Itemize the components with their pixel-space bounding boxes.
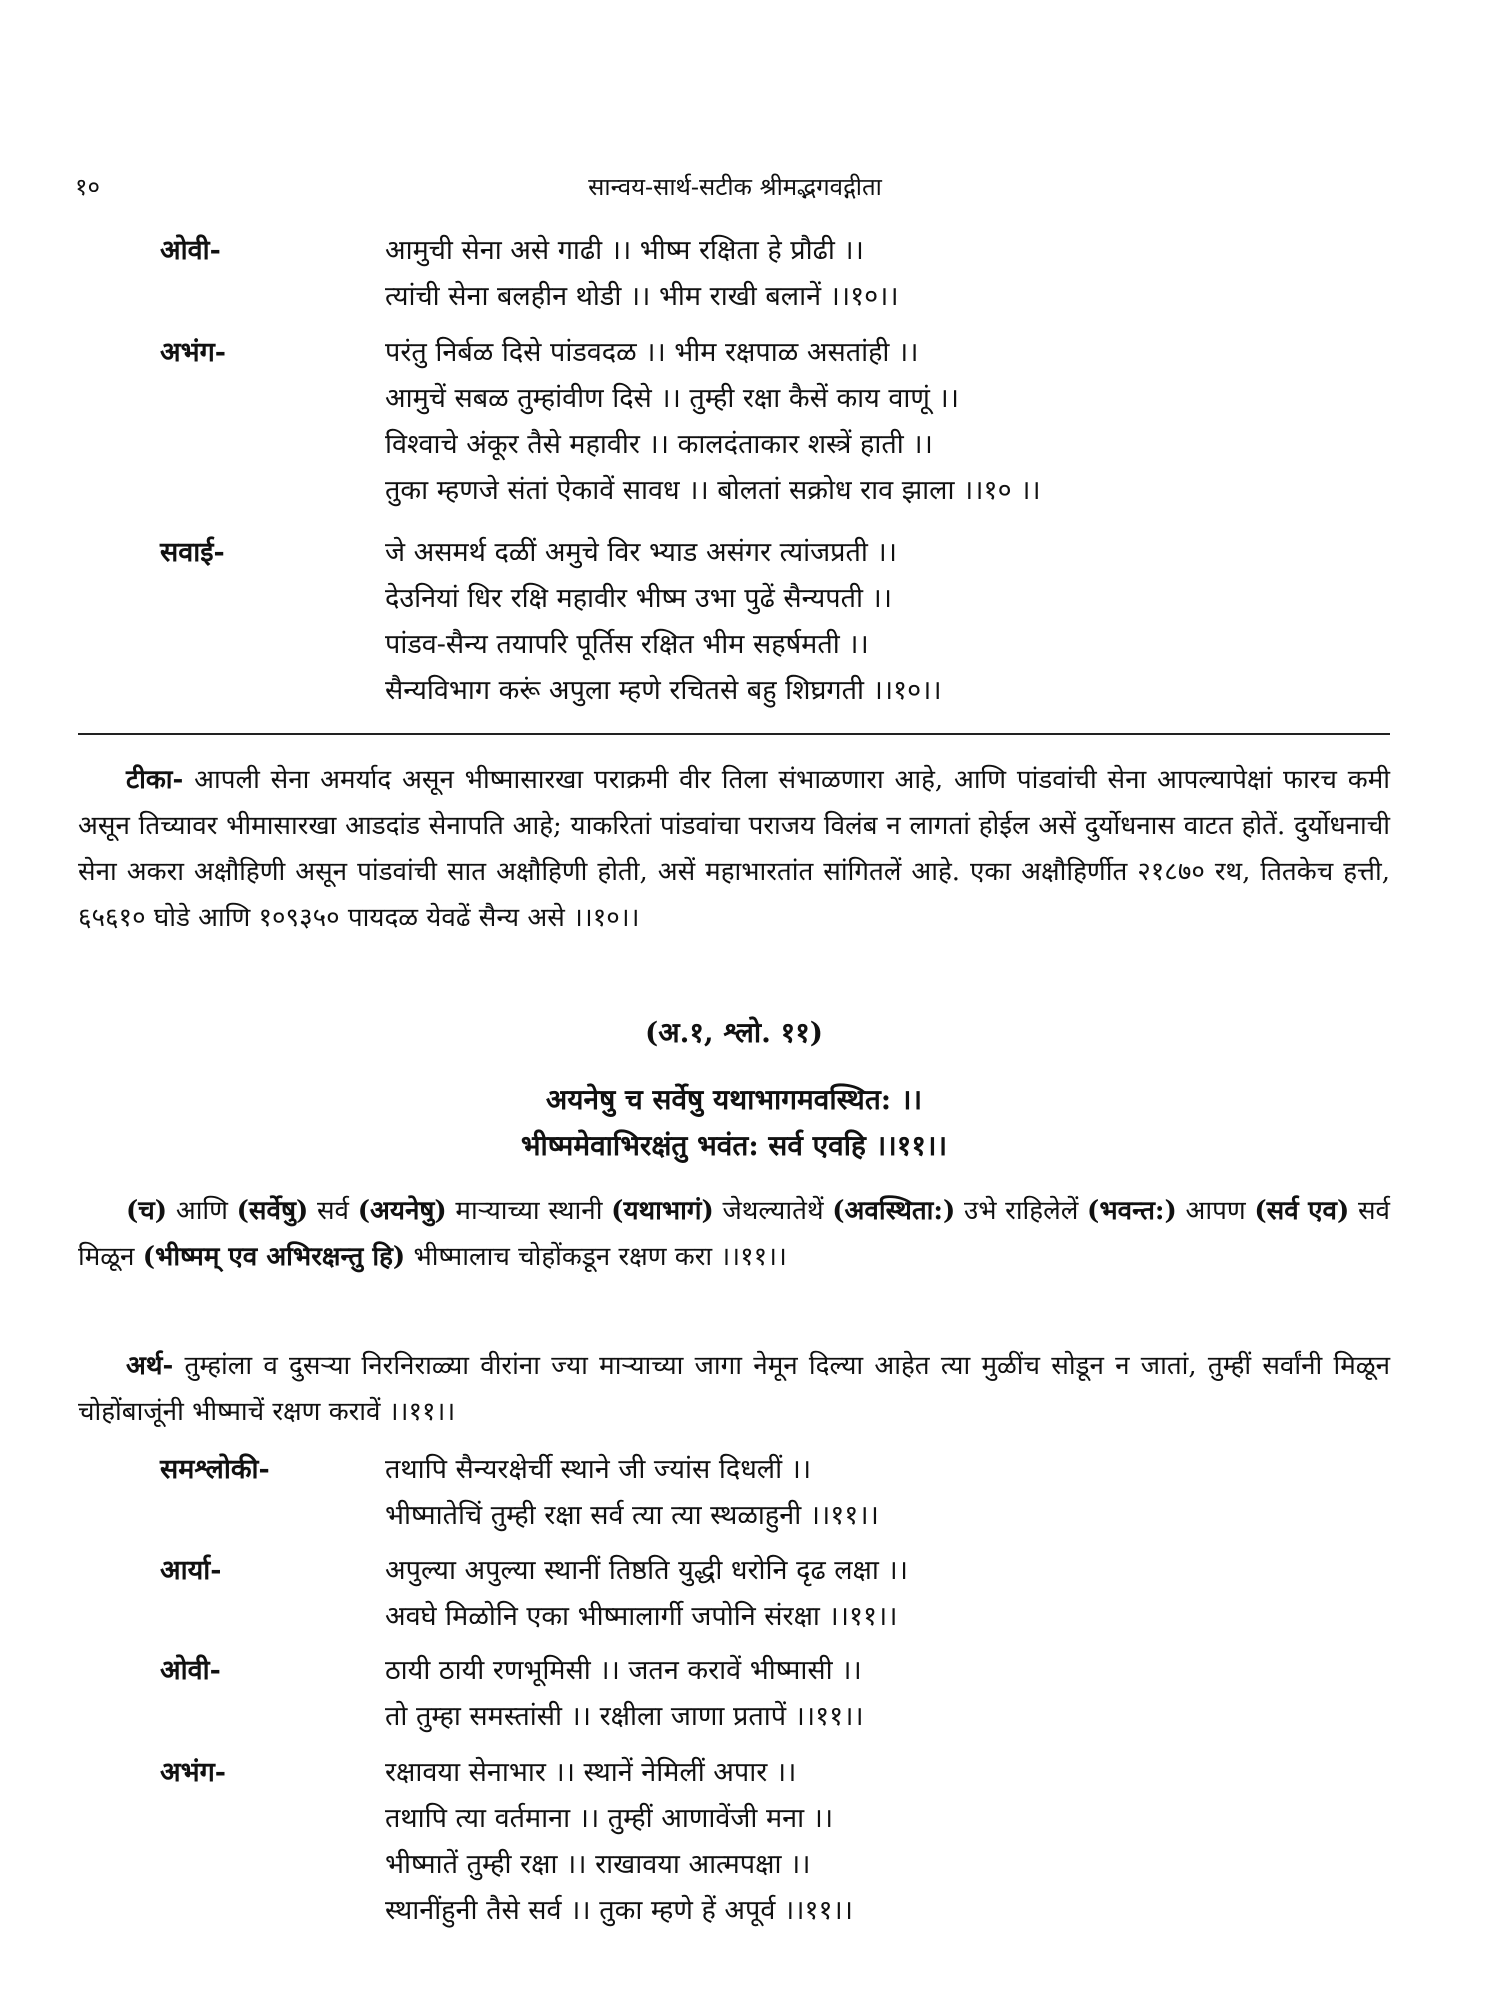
anvay-term: (अयनेषु) xyxy=(357,1196,447,1226)
verse-ovi-top xyxy=(160,228,1390,320)
verse-line: जे असमर्थ दळीं अमुचे विर भ्याड असंगर त्यांजप्रती ।। xyxy=(385,537,897,568)
anvay-meaning: आणि xyxy=(167,1196,237,1226)
anvay-term: (भीष्मम् एव अभिरक्षन्तु हि) xyxy=(142,1242,406,1272)
verse-label: अभंग- xyxy=(160,337,227,368)
verse-label: सवाई- xyxy=(160,537,225,568)
verse-line: तथापि सैन्यरक्षेर्ची स्थाने जी ज्यांस दिधलीं ।। xyxy=(385,1454,812,1485)
verse-ovi-bottom xyxy=(160,1648,1390,1740)
verse-line: परंतु निर्बळ दिसे पांडवदळ ।। भीम रक्षपाळ असतांही ।। xyxy=(385,337,919,368)
verse-line: भीष्मातेचिं तुम्ही रक्षा सर्व त्या त्या स्थळाहुनी ।।११।। xyxy=(385,1500,879,1531)
tika-text: आपली सेना अमर्याद असून भीष्मासारखा पराक्रमी वीर तिला संभाळणारा आहे, आणि पांडवांची सेना आपल्यापेक्षां फारच कमी असून तिच्यावर भीमासारखा आडदांड सेनापति आहे; याकरितां पांडवांचा पराजय विलंब न लागतां होईल असें दुर्योधनास वाटत होतें. दुर्योधनाची सेना अकरा अक्षौहिणी असून पांडवांची सात अक्षौहिणी होती, असें महाभारतांत सांगितलें आहे. एका अक्षौहिर्णीत २१८७० रथ, तितकेच हत्ती, ६५६१० घोडे आणि १०९३५० पायदळ येवढें सैन्य असे ।।१०।। xyxy=(78,765,1390,933)
verse-line: देउनियां धिर रक्षि महावीर भीष्म उभा पुढें सैन्यपती ।। xyxy=(385,583,893,614)
verse-abhang-top xyxy=(160,330,1390,514)
verse-line: विश्वाचे अंकूर तैसे महावीर ।। कालदंताकार शस्त्रें हाती ।। xyxy=(385,429,933,460)
verse-samashloki xyxy=(160,1447,1390,1539)
verse-label: ओवी- xyxy=(160,235,221,266)
anvay-meaning: भीष्मालाच चोहोंकडून रक्षण करा ।।११।। xyxy=(405,1242,787,1272)
anvay-meaning: माऱ्याच्या स्थानी xyxy=(446,1196,612,1226)
anvay-term: (च) xyxy=(126,1196,168,1226)
verse-line: भीष्मातें तुम्ही रक्षा ।। राखावया आत्मपक्षा ।। xyxy=(385,1849,811,1880)
verse-line: अवघे मिळोनि एका भीष्मालार्गी जपोनि संरक्षा ।।११।। xyxy=(385,1601,898,1632)
verse-line: रक्षावया सेनाभार ।। स्थानें नेमिलीं अपार ।। xyxy=(385,1757,797,1788)
shloka-reference: (अ.१, श्लो. ११) xyxy=(644,1016,824,1049)
running-title: सान्वय-सार्थ-सटीक श्रीमद्भगवद्गीता xyxy=(588,173,882,201)
verse-line: आमुची सेना असे गाढी ।। भीष्म रक्षिता हे प्रौढी ।। xyxy=(385,235,864,266)
verse-label: समश्लोकी- xyxy=(160,1454,270,1485)
verse-line: स्थानींहुनी तैसे सर्व ।। तुका म्हणे हें अपूर्व ।।११।। xyxy=(385,1895,853,1926)
artha-paragraph xyxy=(78,1343,1390,1435)
verse-line: त्यांची सेना बलहीन थोडी ।। भीम राखी बलानें ।।१०।। xyxy=(385,281,899,312)
artha-label: अर्थ- xyxy=(126,1351,174,1381)
anvay-term: (अवस्थिता:) xyxy=(832,1196,956,1226)
anvay-term: (सर्वेषु) xyxy=(236,1196,309,1226)
anvay-meaning: उभे राहिलेलें xyxy=(955,1196,1088,1226)
anvay-term: (भवन्त:) xyxy=(1087,1196,1177,1226)
verse-line: अपुल्या अपुल्या स्थानीं तिष्ठति युद्धी धरोनि दृढ लक्षा ।। xyxy=(385,1555,908,1586)
divider-rule xyxy=(78,733,1390,735)
anvay-meaning: जेथल्यातेथें xyxy=(713,1196,833,1226)
anvay-term: (सर्व एव) xyxy=(1254,1196,1350,1226)
verse-label: ओवी- xyxy=(160,1655,221,1686)
verse-line: ठायी ठायी रणभूमिसी ।। जतन करावें भीष्मासी ।। xyxy=(385,1655,862,1686)
anvay-term: (यथाभागं) xyxy=(611,1196,714,1226)
verse-arya xyxy=(160,1548,1390,1640)
anvay-meaning: आपण xyxy=(1176,1196,1255,1226)
verse-abhang-bottom xyxy=(160,1750,1390,1934)
anvay-meaning: सर्व xyxy=(308,1196,358,1226)
anvay-meaning: सर्व मिळून xyxy=(78,1196,1391,1272)
verse-line: आमुचें सबळ तुम्हांवीण दिसे ।। तुम्ही रक्षा कैसें काय वाणूं ।। xyxy=(385,383,959,414)
verse-savai xyxy=(160,530,1390,714)
verse-line: तुका म्हणजे संतां ऐकावें सावध ।। बोलतां सक्रोध राव झाला ।।१० ।। xyxy=(385,475,1041,506)
tika-paragraph xyxy=(78,757,1390,941)
shloka-line-2: भीष्ममेवाभिरक्षंतु भवंत: सर्व एवहि ।।११।। xyxy=(520,1129,948,1162)
verse-line: तथापि त्या वर्तमाना ।। तुम्हीं आणावेंजी मना ।। xyxy=(385,1803,834,1834)
artha-text: तुम्हांला व दुसऱ्या निरनिराळ्या वीरांना ज्या माऱ्याच्या जागा नेमून दिल्या आहेत त्या मुळींच सोडून न जातां, तुम्हीं सर्वांनी मिळून चोहोंबाजूंनी भीष्माचें रक्षण करावें ।।११।। xyxy=(78,1351,1390,1427)
verse-label: अभंग- xyxy=(160,1757,227,1788)
verse-line: पांडव-सैन्य तयापरि पूर्तिस रक्षित भीम सहर्षमती ।। xyxy=(385,629,869,660)
shloka-line-1: अयनेषु च सर्वेषु यथाभागमवस्थित: ।। xyxy=(545,1083,923,1116)
anvay-paragraph xyxy=(78,1188,1390,1280)
page-number: १० xyxy=(75,173,100,201)
page-header xyxy=(75,170,1395,210)
verse-line: सैन्यविभाग करूं अपुला म्हणे रचितसे बहु शिघ्रगती ।।१०।। xyxy=(385,675,942,706)
verse-line: तो तुम्हा समस्तांसी ।। रक्षीला जाणा प्रतापें ।।११।। xyxy=(385,1701,864,1732)
verse-label: आर्या- xyxy=(160,1555,222,1586)
tika-label: टीका- xyxy=(126,765,184,795)
